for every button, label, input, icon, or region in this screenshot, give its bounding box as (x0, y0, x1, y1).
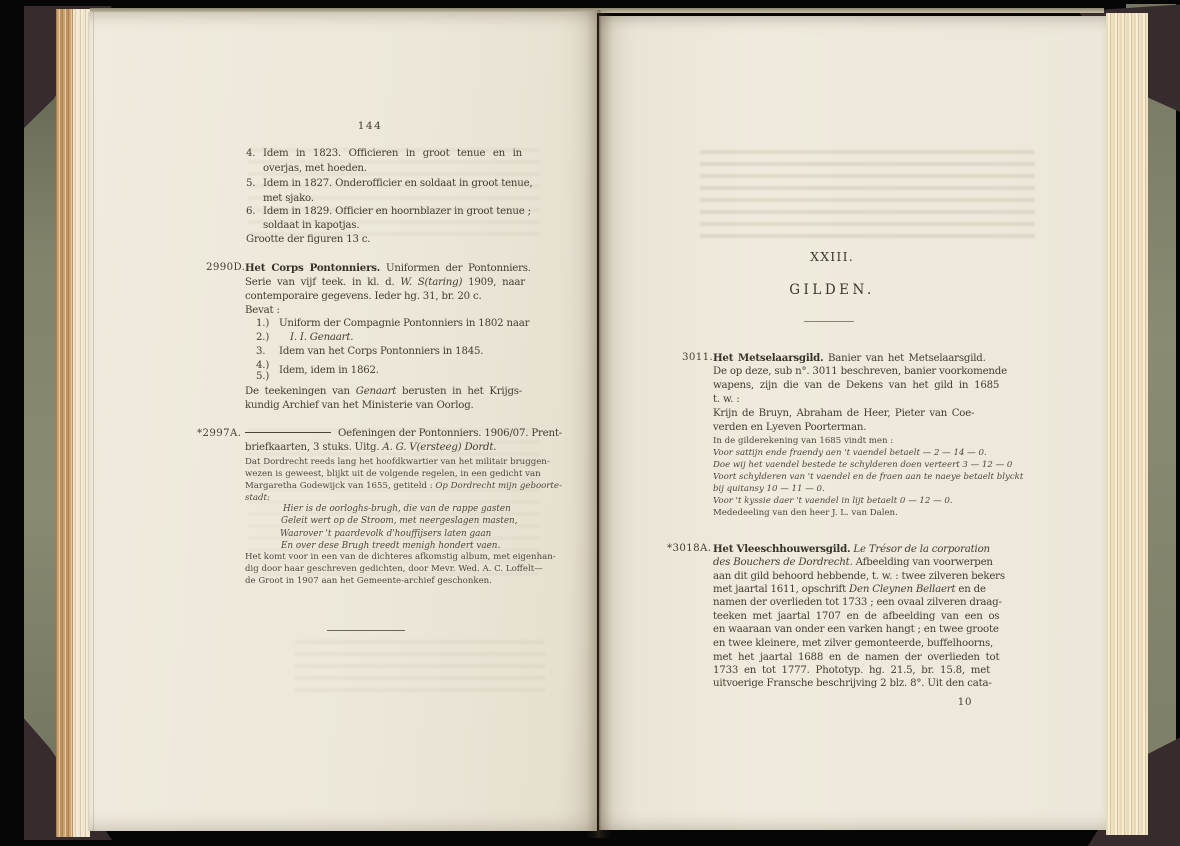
sub-item-number: 2.) (256, 332, 270, 343)
entry-label: 2990D. (206, 262, 246, 273)
list-item-number: 6. (246, 206, 256, 217)
gutter-shadow (586, 10, 612, 838)
bleedthrough-ghost (700, 150, 1035, 246)
sub-item-number: 5.) (256, 371, 270, 382)
entry-line: met het jaartal 1688 en de namen der overlieden tot (713, 652, 1000, 663)
entry-line: teeken met jaartal 1707 en de afbeelding van een os (713, 611, 1000, 622)
list-item-number: 5. (246, 178, 256, 189)
footnote-line: bij quitansy 10 — 11 — 0. (713, 484, 825, 494)
sub-item-number: 4.) (256, 360, 270, 371)
footnote-line: dig door haar geschreven gedichten, door Mevr. Wed. A. C. Loffelt— (245, 564, 543, 574)
size-note: Grootte der figuren 13 c. (246, 234, 371, 245)
page-edges-right (1106, 13, 1148, 835)
list-item-line: met sjako. (263, 193, 314, 204)
repeat-dash-rule (245, 432, 331, 433)
verse-line: Hier is de oorloghs-brugh, die van de rappe gasten (283, 504, 511, 514)
entry-line: Oefeningen der Pontonniers. 1906/07. Prent- (245, 429, 562, 439)
sub-item-line: Idem van het Corps Pontonniers in 1845. (279, 346, 484, 357)
verse-line: Geleit wert op de Stroom, met neergeslagen masten, (281, 516, 518, 526)
footnote-line: Dat Dordrecht reeds lang het hoofdkwartier van het militair bruggen- (245, 457, 550, 467)
footnote-line: wezen is geweest, blijkt uit de volgende regelen, in een gedicht van (245, 469, 541, 479)
chapter-title: GILDEN. (789, 282, 875, 298)
left-page (88, 12, 597, 831)
entry-line: des Bouchers de Dordrecht. Afbeelding van voorwerpen (713, 557, 993, 568)
list-item-line: Idem in 1829. Officier en hoornblazer in groot tenue ; (263, 206, 531, 217)
entry-line: aan dit gild behoord hebbende, t. w. : twee zilveren bekers (713, 571, 1005, 582)
entry-title: Het Vleeschhouwersgild. (713, 543, 851, 555)
list-item-line: overjas, met hoeden. (263, 163, 367, 174)
footnote-line: Voor 't kyssie daer 't vaendel in lijt betaelt 0 — 12 — 0. (713, 496, 953, 506)
entry-line: 1733 en tot 1777. Phototyp. hg. 21.5, br. 15.8, met (713, 665, 990, 676)
entry-line: kundig Archief van het Ministerie van Oorlog. (245, 400, 474, 411)
footnote-line: stadt: (245, 493, 270, 503)
entry-line: Het Vleeschhouwersgild. Le Trésor de la corporation (713, 543, 990, 555)
list-item-number: 4. (246, 148, 256, 159)
entry-line: met jaartal 1611, opschrift Den Cleynen Bellaert en de (713, 584, 986, 595)
footnote-line: Voor sattijn ende fraendy aen 't vaendel betaelt — 2 — 14 — 0. (713, 448, 987, 458)
bleedthrough-ghost (295, 640, 545, 700)
list-item-line: Idem in 1827. Onderofficier en soldaat in groot tenue, (263, 178, 533, 189)
list-item-line: soldaat in kapotjas. (263, 220, 360, 231)
entry-label: *2997A. (197, 428, 242, 439)
entry-line: t. w. : (713, 394, 740, 405)
entry-title: Het Corps Pontonniers. (245, 262, 381, 274)
verse-line: Waarover 't paardevolk d'houffijsers laten gaan (280, 529, 492, 539)
footnote-line: de Groot in 1907 aan het Gemeente-archief geschonken. (245, 576, 492, 586)
entry-label: 3011. (682, 352, 714, 363)
entry-line: wapens, zijn die van de Dekens van het gild in 1685 (713, 380, 1000, 391)
verse-line: En over dese Brugh treedt menigh hondert vaen. (281, 541, 501, 551)
sub-item-line: Uniform der Compagnie Pontonniers in 1802 naar (279, 318, 530, 329)
entry-line: namen der overlieden tot 1733 ; een ovaal zilveren draag- (713, 597, 1002, 608)
sub-item-number: 1.) (256, 318, 270, 329)
chapter-rule (804, 321, 854, 322)
list-item-line: Idem in 1823. Officieren in groot tenue en in (263, 148, 522, 159)
sub-item-line: I. I. Genaart. (290, 332, 354, 343)
entry-line: Krijn de Bruyn, Abraham de Heer, Pieter van Coe- (713, 408, 975, 419)
entry-line: en waaraan van onder een varken hangt ; en twee groote (713, 624, 999, 635)
entry-line: Het Corps Pontonniers. Uniformen der Pontonniers. (245, 262, 531, 274)
entry-line: uitvoerige Fransche beschrijving 2 blz. 8°. Uit den cata- (713, 678, 992, 689)
sub-item-line: Idem, idem in 1862. (279, 365, 379, 376)
chapter-number: XXIII. (810, 249, 854, 264)
entry-line: Serie van vijf teek. in kl. d. W. S(taring) 1909, naar (245, 277, 525, 288)
sub-item-number: 3. (256, 346, 266, 357)
entry-line: briefkaarten, 3 stuks. Uitg. A. G. V(ersteeg) Dordt. (245, 442, 497, 453)
footnote-line: Mededeeling van den heer J. L. van Dalen. (713, 508, 898, 518)
signature-mark: 10 (957, 697, 973, 708)
entry-line: verden en Lyeven Poorterman. (713, 422, 867, 433)
entry-line: De op deze, sub n°. 3011 beschreven, banier voorkomende (713, 366, 1007, 377)
entry-line: contemporaire gegevens. Ieder hg. 31, br. 20 c. (245, 291, 482, 302)
footnote-line: In de gilderekening van 1685 vindt men : (713, 436, 894, 446)
footnote-line: Het komt voor in een van de dichteres afkomstig album, met eigenhan- (245, 552, 556, 562)
footnote-line: Margaretha Godewijck van 1655, getiteld : Op Dordrecht mijn geboorte- (245, 481, 562, 491)
separator-rule (327, 630, 405, 631)
entry-line: Bevat : (245, 305, 280, 316)
page-number-left: 144 (357, 120, 383, 132)
footnote-line: Voort schylderen van 't vaendel en de fraen aan te naeye betaelt blyckt (713, 472, 1024, 482)
entry-line: Het Metselaarsgild. Banier van het Metselaarsgild. (713, 352, 986, 364)
footnote-line: Doe wij het vaendel bestede te schylderen doen verteert 3 — 12 — 0 (713, 460, 1013, 470)
entry-line: en twee kleinere, met zilver gemonteerde, buffelhoorns, (713, 638, 994, 649)
entry-label: *3018A. (667, 543, 712, 554)
entry-line: De teekeningen van Genaart berusten in het Krijgs- (245, 386, 523, 397)
entry-title: Het Metselaarsgild. (713, 352, 824, 364)
